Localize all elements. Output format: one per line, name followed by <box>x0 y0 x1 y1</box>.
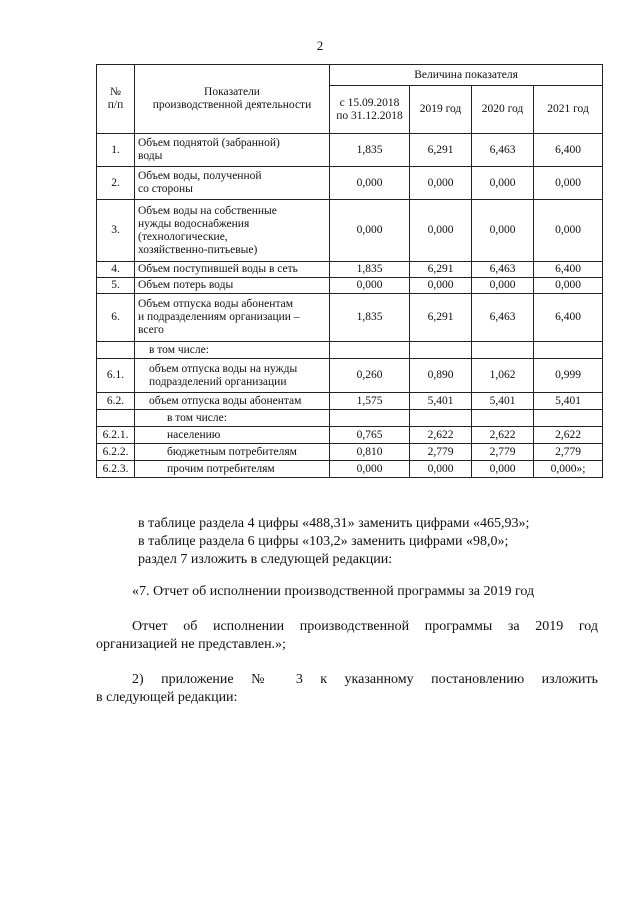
indicator-value <box>410 342 472 359</box>
report-paragraph-line2: организацией не представлен.»; <box>96 637 286 652</box>
indicator-value: 5,401 <box>410 393 472 410</box>
indicator-value: 0,000 <box>472 200 534 262</box>
indicator-value: 6,291 <box>410 134 472 167</box>
indicator-name: в том числе: <box>135 410 330 427</box>
indicator-value <box>330 342 410 359</box>
header-period: 2019 год <box>410 86 472 134</box>
indicator-value: 0,000»; <box>534 461 603 478</box>
indicator-value: 2,779 <box>472 444 534 461</box>
indicator-value: 2,622 <box>410 427 472 444</box>
indicator-name: Объем воды на собственные нужды водоснабжения (технологические, хозяйственно-питьевые) <box>135 200 330 262</box>
indicator-value: 0,000 <box>330 461 410 478</box>
row-number: 6. <box>97 294 135 342</box>
table-row <box>97 262 603 278</box>
report-paragraph-line1: Отчет об исполнении производственной программы за 2019 год <box>132 619 598 634</box>
indicator-value: 6,400 <box>534 134 603 167</box>
indicator-value: 0,000 <box>330 200 410 262</box>
paragraph-section7: раздел 7 изложить в следующей редакции: <box>138 552 393 567</box>
indicator-name: Объем поступившей воды в сеть <box>135 262 330 278</box>
indicator-value <box>534 342 603 359</box>
row-number <box>97 342 135 359</box>
header-period: с 15.09.2018 по 31.12.2018 <box>330 86 410 134</box>
indicator-value: 1,835 <box>330 294 410 342</box>
indicator-value: 1,835 <box>330 262 410 278</box>
appendix-paragraph-line1: 2) приложение № 3 к указанному постановлению изложить <box>132 672 598 687</box>
table-row <box>97 278 603 294</box>
indicator-name: Объем отпуска воды абонентам и подразделениям организации – всего <box>135 294 330 342</box>
indicator-value: 0,999 <box>534 359 603 393</box>
appendix-paragraph-line2: в следующей редакции: <box>96 690 238 705</box>
row-number: 2. <box>97 167 135 200</box>
indicator-value: 0,000 <box>534 200 603 262</box>
indicator-value: 6,400 <box>534 294 603 342</box>
indicator-name: Объем воды, полученной со стороны <box>135 167 330 200</box>
row-number: 6.2.1. <box>97 427 135 444</box>
header-value-group: Величина показателя <box>330 65 603 86</box>
indicator-value: 1,575 <box>330 393 410 410</box>
indicator-value: 0,000 <box>410 200 472 262</box>
indicator-value: 5,401 <box>534 393 603 410</box>
indicator-value: 0,000 <box>472 278 534 294</box>
indicator-value <box>410 410 472 427</box>
indicator-value <box>330 410 410 427</box>
indicator-name: прочим потребителям <box>135 461 330 478</box>
header-period: 2020 год <box>472 86 534 134</box>
table-body <box>97 134 603 478</box>
indicator-value: 5,401 <box>472 393 534 410</box>
row-number: 1. <box>97 134 135 167</box>
paragraph-section4: в таблице раздела 4 цифры «488,31» заменить цифрами «465,93»; <box>138 516 530 531</box>
indicator-name: в том числе: <box>135 342 330 359</box>
indicator-value: 2,779 <box>410 444 472 461</box>
indicator-value <box>472 342 534 359</box>
row-number: 6.2.2. <box>97 444 135 461</box>
indicator-value: 0,765 <box>330 427 410 444</box>
section7-heading: «7. Отчет об исполнении производственной программы за 2019 год <box>132 584 535 599</box>
indicator-name: объем отпуска воды на нужды подразделений организации <box>135 359 330 393</box>
table-row <box>97 342 603 359</box>
indicator-value: 2,622 <box>534 427 603 444</box>
header-period: 2021 год <box>534 86 603 134</box>
indicator-name: объем отпуска воды абонентам <box>135 393 330 410</box>
row-number: 4. <box>97 262 135 278</box>
indicator-name: Объем потерь воды <box>135 278 330 294</box>
row-number <box>97 410 135 427</box>
indicator-value: 2,622 <box>472 427 534 444</box>
indicator-value: 0,000 <box>330 167 410 200</box>
row-number: 6.2. <box>97 393 135 410</box>
table-row <box>97 444 603 461</box>
table-row <box>97 427 603 444</box>
indicators-table <box>96 64 603 478</box>
row-number: 3. <box>97 200 135 262</box>
indicator-value: 0,000 <box>472 167 534 200</box>
table-row <box>97 294 603 342</box>
header-no: № п/п <box>97 65 135 134</box>
row-number: 6.1. <box>97 359 135 393</box>
table-row <box>97 167 603 200</box>
indicator-value: 6,400 <box>534 262 603 278</box>
table-row <box>97 461 603 478</box>
indicator-name: бюджетным потребителям <box>135 444 330 461</box>
indicator-value: 1,835 <box>330 134 410 167</box>
indicator-value: 0,000 <box>410 461 472 478</box>
indicator-value <box>534 410 603 427</box>
indicator-name: населению <box>135 427 330 444</box>
indicator-value: 0,000 <box>330 278 410 294</box>
indicator-name: Объем поднятой (забранной) воды <box>135 134 330 167</box>
indicator-value: 2,779 <box>534 444 603 461</box>
indicator-value: 6,463 <box>472 262 534 278</box>
table-row <box>97 359 603 393</box>
page-number: 2 <box>316 38 324 53</box>
indicator-value: 0,810 <box>330 444 410 461</box>
table-row <box>97 134 603 167</box>
indicator-value: 0,000 <box>410 167 472 200</box>
paragraph-section6: в таблице раздела 6 цифры «103,2» заменить цифрами «98,0»; <box>138 534 509 549</box>
indicator-value: 0,260 <box>330 359 410 393</box>
table-row <box>97 410 603 427</box>
indicator-value: 6,463 <box>472 294 534 342</box>
indicator-value: 0,000 <box>472 461 534 478</box>
indicator-value: 6,463 <box>472 134 534 167</box>
row-number: 6.2.3. <box>97 461 135 478</box>
table-row <box>97 200 603 262</box>
indicator-value: 6,291 <box>410 262 472 278</box>
indicator-value: 6,291 <box>410 294 472 342</box>
indicator-value: 0,000 <box>534 167 603 200</box>
indicator-value: 0,890 <box>410 359 472 393</box>
row-number: 5. <box>97 278 135 294</box>
indicator-value: 1,062 <box>472 359 534 393</box>
indicator-value <box>472 410 534 427</box>
indicator-value: 0,000 <box>410 278 472 294</box>
table-row <box>97 393 603 410</box>
header-indicator: Показатели производственной деятельности <box>135 65 330 134</box>
indicator-value: 0,000 <box>534 278 603 294</box>
